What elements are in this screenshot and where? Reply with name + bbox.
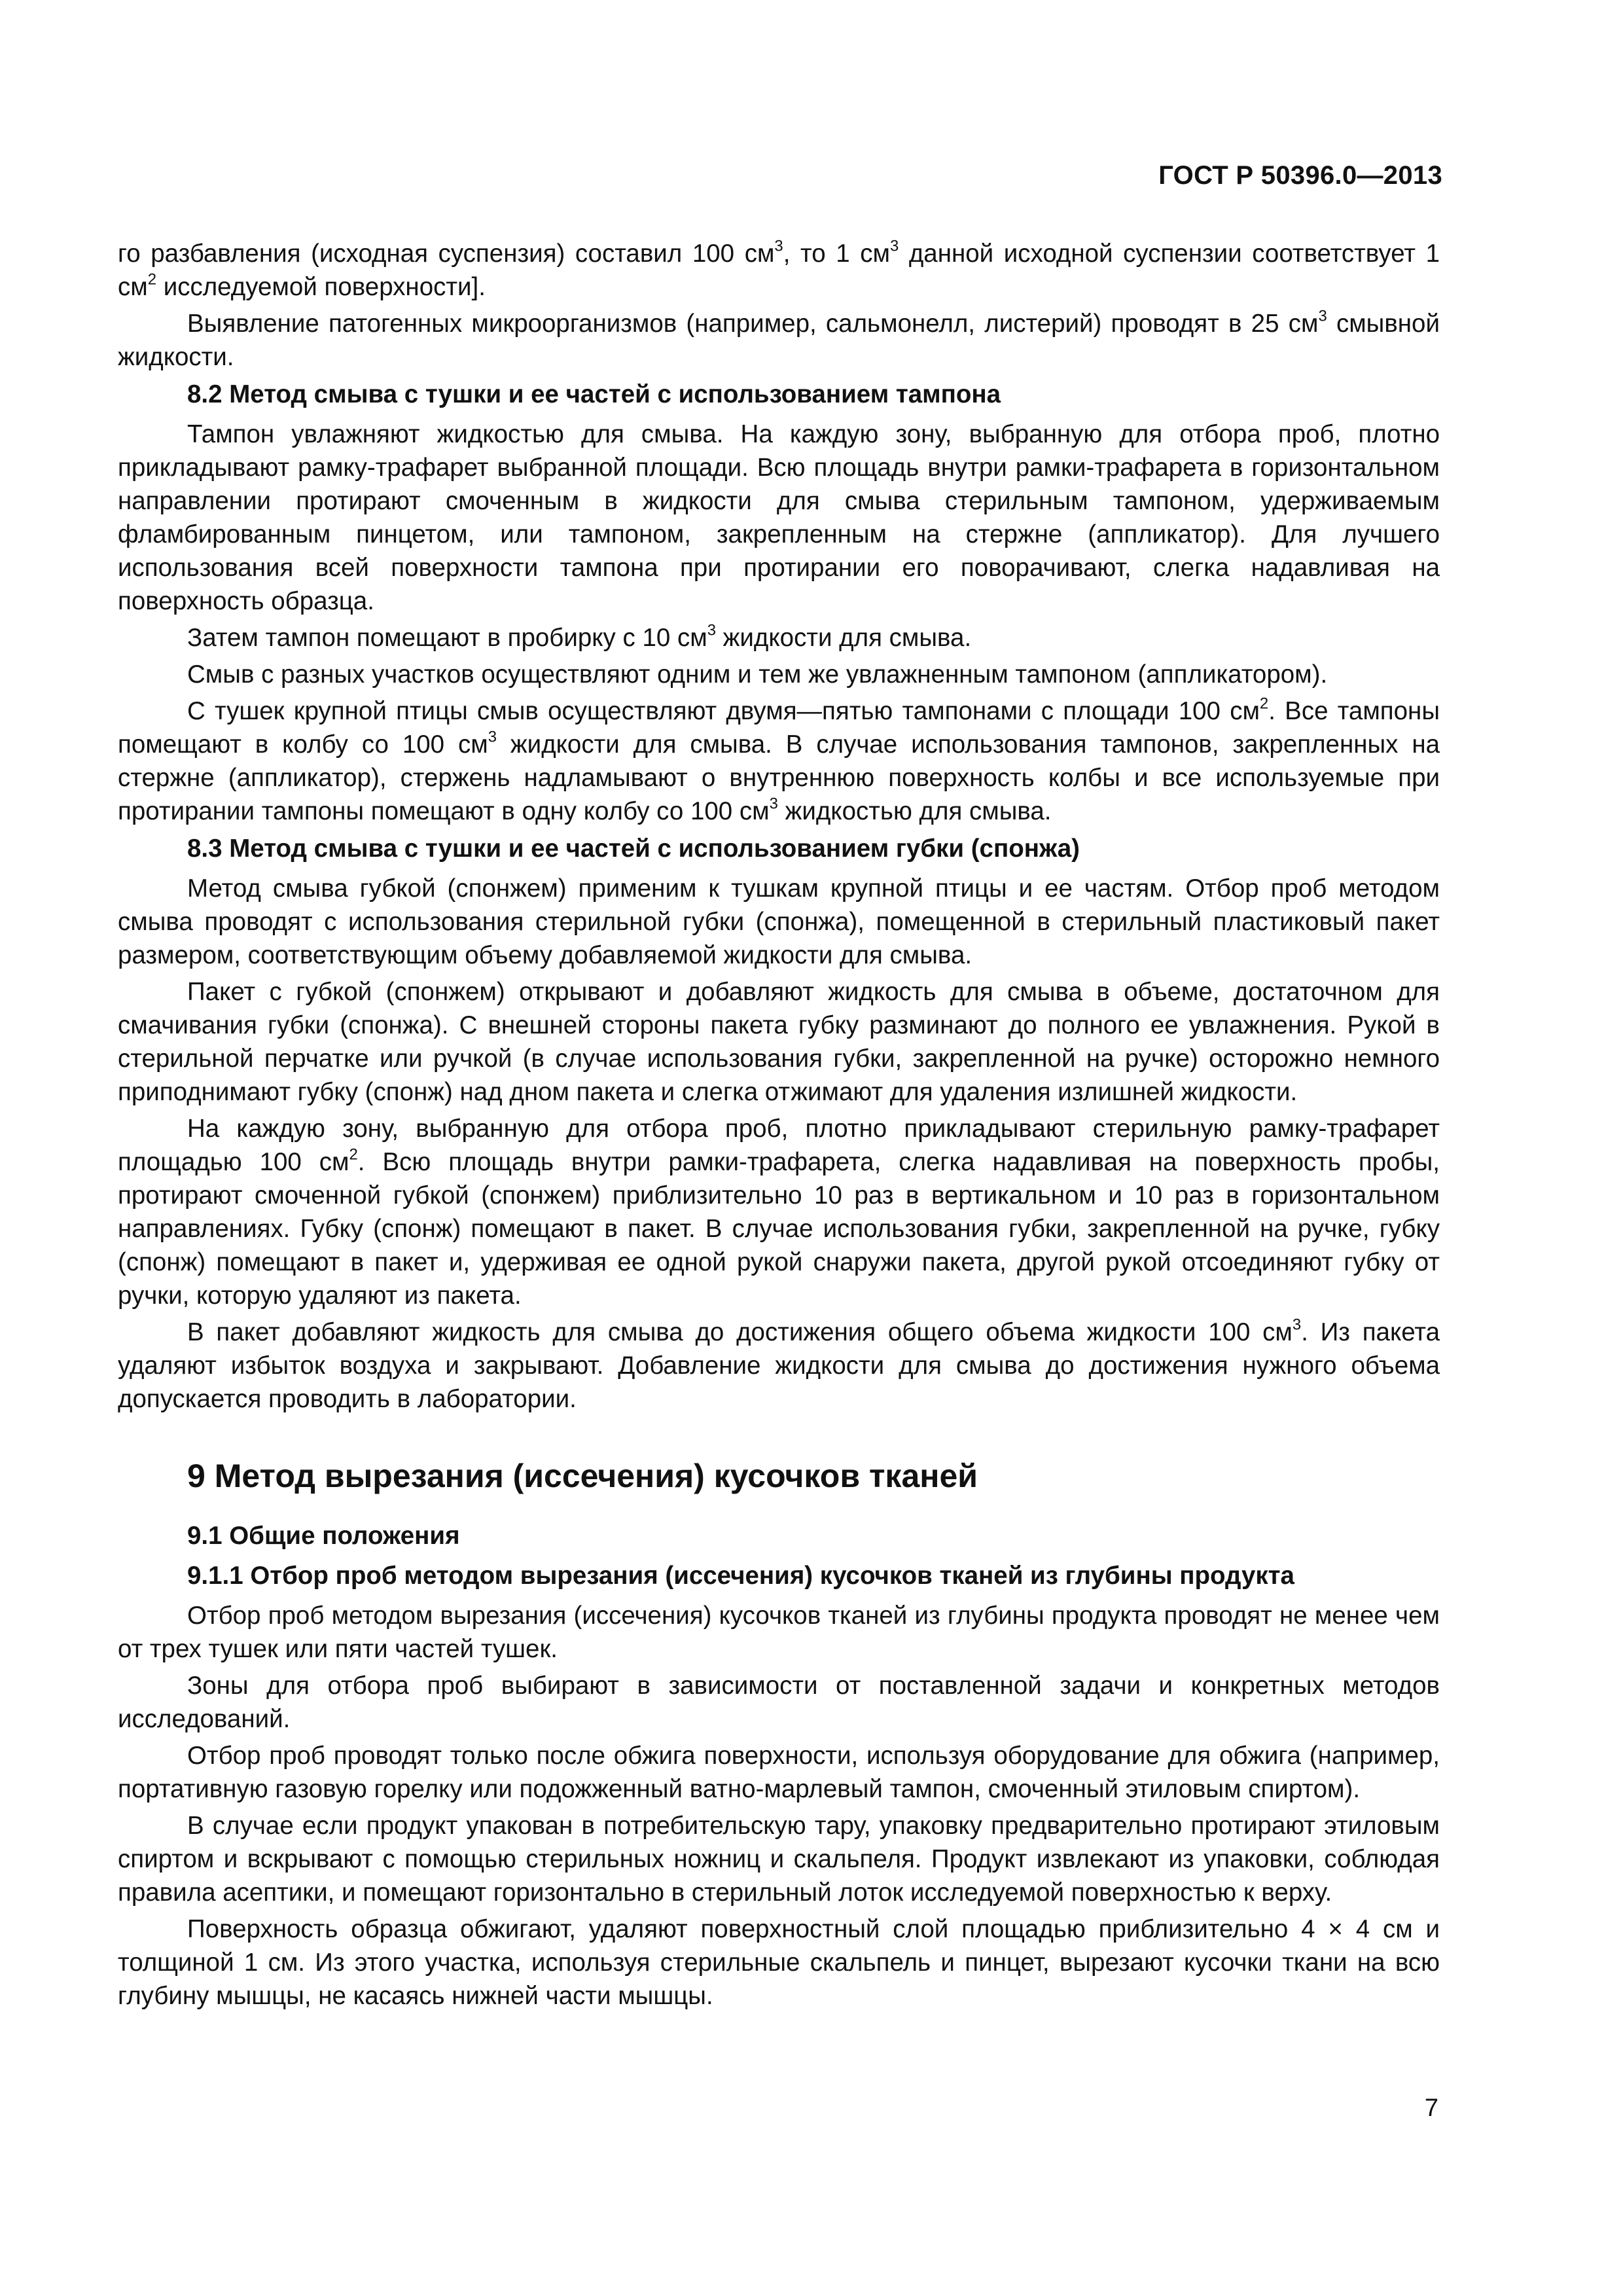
paragraph-sponge-method: Метод смыва губкой (спонжем) применим к тушкам крупной птицы и ее частям. Отбор проб методом смыва проводят с использования стерильной губки (спонжа), помещенной в стерильный пластиковый пакет размером, соответствующим объему добавляемой жидкости для смыва. <box>118 874 1440 969</box>
page-number: 7 <box>1424 2094 1438 2122</box>
paragraph-swab-tube: Затем тампон помещают в пробирку с 10 $см^3$ жидкости для смыва. <box>187 621 972 652</box>
section-heading-9-1: 9.1 Общие положения <box>187 1522 460 1550</box>
paragraph-sponge-liquid: В пакет добавляют жидкость для смыва до достижения общего объема жидкости 100 $см^3$. Из пакета удаляют избыток воздуха и закрывают. Добавление жидкости для смыва до достижения нужного объема допускается проводить в лаборатории. <box>118 1316 1440 1413</box>
paragraph-surface-burning: Отбор проб проводят только после обжига поверхности, используя оборудование для обжига (например, портативную газовую горелку или подожженный ватно-марлевый тампон, смоченный этиловым спиртом). <box>118 1742 1440 1803</box>
section-heading-8-2: 8.2 Метод смыва с тушки и ее частей с использованием тампона <box>187 380 1001 408</box>
paragraph-sponge-wiping: На каждую зону, выбранную для отбора проб, плотно прикладывают стерильную рамку-трафарет площадью 100 $см^2$. Всю площадь внутри рамки-трафарета, слегка надавливая на поверхность пробы, протирают смоченной губкой (спонжем) приблизительно 10 раз в вертикальном и 10 раз в горизонтальном направлениях. Губку (спонж) помещают в пакет. В случае использования губки, закрепленной на ручке, губку (спонж) помещают в пакет и, удерживая ее одной рукой снаружи пакета, другой рукой отсоединяют губку от ручки, которую удаляют из пакета. <box>118 1115 1440 1310</box>
paragraph-swab-procedure: Тампон увлажняют жидкостью для смыва. На каждую зону, выбранную для отбора проб, плотно прикладывают рамку-трафарет выбранной площади. Всю площадь внутри рамки-трафарета в горизонтальном направлении протирают смоченным в жидкости для смыва стерильным тампоном, удерживаемым фламбированным пинцетом, или тампоном, закрепленным на стержне (аппликатор). Для лучшего использования всей поверхности тампона при протирании его поворачивают, слегка надавливая на поверхность образца. <box>118 420 1440 615</box>
document-header: ГОСТ Р 50396.0—2013 <box>1158 161 1442 190</box>
document-body <box>118 237 1440 2016</box>
section-heading-9-1-1: 9.1.1 Отбор проб методом вырезания (иссечения) кусочков тканей из глубины продукта <box>187 1562 1294 1590</box>
paragraph-zone-selection: Зоны для отбора проб выбирают в зависимости от поставленной задачи и конкретных методов исследований. <box>118 1672 1440 1733</box>
paragraph-tissue-excision: Поверхность образца обжигают, удаляют поверхностный слой площадью приблизительно 4 × 4 см и толщиной 1 см. Из этого участка, используя стерильные скальпель и пинцет, вырезают кусочки ткани на всю глубину мышцы, не касаясь нижней части мышцы. <box>118 1915 1440 2010</box>
paragraph-large-poultry-swabs: С тушек крупной птицы смыв осуществляют двумя—пятью тампонами с площади 100 $см^2$. Все тампоны помещают в колбу со 100 $см^3$ жидкости для смыва. В случае использования тампонов, закрепленных на стержне (аппликатор), стержень надламывают о внутреннюю поверхность колбы и все используемые при протирании тампоны помещают в одну колбу со 100 $см^3$ жидкостью для смыва. <box>118 694 1440 825</box>
section-heading-8-3: 8.3 Метод смыва с тушки и ее частей с использованием губки (спонжа) <box>187 834 1080 863</box>
paragraph-packaged-product: В случае если продукт упакован в потребительскую тару, упаковку предварительно протирают этиловым спиртом и вскрывают с помощью стерильных ножниц и скальпеля. Продукт извлекают из упаковки, соблюдая правила асептики, и помещают горизонтально в стерильный лоток исследуемой поверхностью к верху. <box>118 1812 1440 1907</box>
section-heading-9: 9 Метод вырезания (иссечения) кусочков тканей <box>187 1458 978 1494</box>
paragraph-excision-count: Отбор проб методом вырезания (иссечения) кусочков тканей из глубины продукта проводят не менее чем от трех тушек или пяти частей тушек. <box>118 1602 1440 1663</box>
paragraph-sponge-bag: Пакет с губкой (спонжем) открывают и добавляют жидкость для смыва в объеме, достаточном для смачивания губки (спонжа). С внешней стороны пакета губку разминают до полного ее увлажнения. Рукой в стерильной перчатке или ручкой (в случае использования губки, закрепленной на ручке) осторожно немного приподнимают губку (спонж) над дном пакета и слегка отжимают для удаления излишней жидкости. <box>118 978 1440 1106</box>
paragraph-swab-areas: Смыв с разных участков осуществляют одним и тем же увлажненным тампоном (аппликатором). <box>187 660 1328 689</box>
paragraph-pathogen-detection: Выявление патогенных микроорганизмов (например, сальмонелл, листерий) проводят в 25 $см^3$ смывной жидкости. <box>118 307 1440 371</box>
paragraph-suspension: го разбавления (исходная суспензия) составил 100 $см^3$, то 1 $см^3$ данной исходной суспензии соответствует 1 $см^2$ исследуемой поверхности]. <box>118 237 1440 301</box>
